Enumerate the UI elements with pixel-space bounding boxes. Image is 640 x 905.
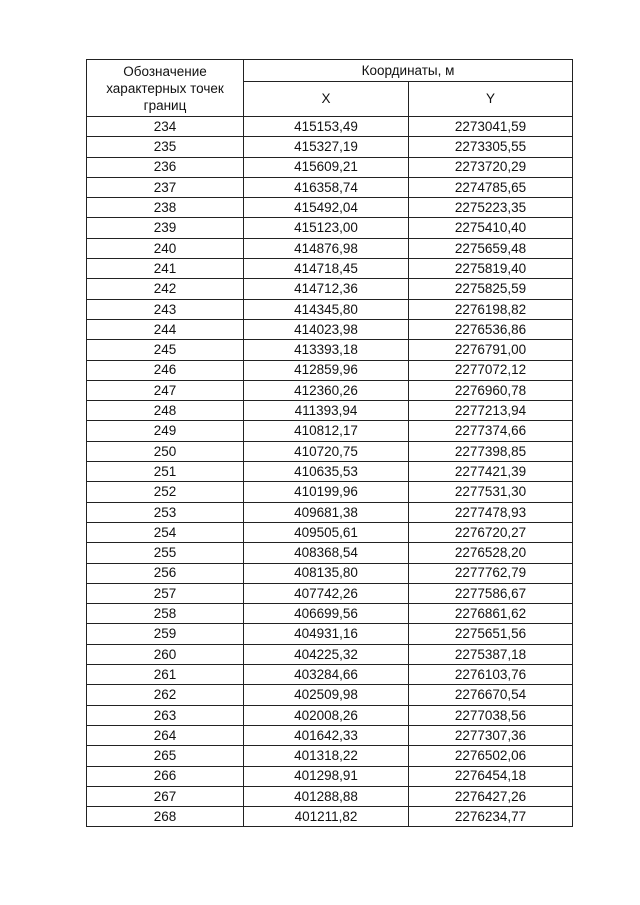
point-number-cell: 260 <box>87 644 244 664</box>
y-coordinate-cell: 2273305,55 <box>409 137 573 157</box>
table-row <box>87 421 573 441</box>
y-coordinate-cell: 2276103,76 <box>409 665 573 685</box>
y-coordinate-cell: 2276960,78 <box>409 380 573 400</box>
x-coordinate-cell: 402008,26 <box>244 705 409 725</box>
y-coordinate-cell: 2277072,12 <box>409 360 573 380</box>
y-coordinate-cell: 2275651,56 <box>409 624 573 644</box>
y-coordinate-cell: 2277421,39 <box>409 462 573 482</box>
x-coordinate-cell: 415327,19 <box>244 137 409 157</box>
y-coordinate-cell: 2276861,62 <box>409 604 573 624</box>
table-row <box>87 746 573 766</box>
table-row <box>87 380 573 400</box>
point-number-cell: 241 <box>87 259 244 279</box>
x-coordinate-cell: 401642,33 <box>244 725 409 745</box>
y-coordinate-cell: 2276234,77 <box>409 807 573 827</box>
x-coordinate-cell: 401288,88 <box>244 786 409 806</box>
x-coordinate-cell: 412859,96 <box>244 360 409 380</box>
point-number-cell: 251 <box>87 462 244 482</box>
table-row <box>87 807 573 827</box>
point-number-cell: 236 <box>87 157 244 177</box>
y-coordinate-cell: 2275819,40 <box>409 259 573 279</box>
y-coordinate-cell: 2275410,40 <box>409 218 573 238</box>
point-number-cell: 268 <box>87 807 244 827</box>
point-number-cell: 262 <box>87 685 244 705</box>
y-coordinate-cell: 2276427,26 <box>409 786 573 806</box>
x-coordinate-cell: 403284,66 <box>244 665 409 685</box>
table-row <box>87 624 573 644</box>
y-coordinate-cell: 2277586,67 <box>409 583 573 603</box>
header-coordinates: Координаты, м <box>244 60 573 82</box>
y-coordinate-cell: 2277531,30 <box>409 482 573 502</box>
y-coordinate-cell: 2276502,06 <box>409 746 573 766</box>
x-coordinate-cell: 402509,98 <box>244 685 409 705</box>
y-coordinate-cell: 2273720,29 <box>409 157 573 177</box>
y-coordinate-cell: 2276536,86 <box>409 319 573 339</box>
point-number-cell: 235 <box>87 137 244 157</box>
y-coordinate-cell: 2277762,79 <box>409 563 573 583</box>
table-row <box>87 786 573 806</box>
y-coordinate-cell: 2277307,36 <box>409 725 573 745</box>
x-coordinate-cell: 408368,54 <box>244 543 409 563</box>
x-coordinate-cell: 410812,17 <box>244 421 409 441</box>
y-coordinate-cell: 2275659,48 <box>409 238 573 258</box>
table-row <box>87 502 573 522</box>
point-number-cell: 246 <box>87 360 244 380</box>
point-number-cell: 253 <box>87 502 244 522</box>
point-number-cell: 250 <box>87 441 244 461</box>
y-coordinate-cell: 2277374,66 <box>409 421 573 441</box>
point-number-cell: 239 <box>87 218 244 238</box>
table-row <box>87 279 573 299</box>
x-coordinate-cell: 407742,26 <box>244 583 409 603</box>
table-row <box>87 705 573 725</box>
x-coordinate-cell: 409681,38 <box>244 502 409 522</box>
table-row <box>87 725 573 745</box>
x-coordinate-cell: 415492,04 <box>244 198 409 218</box>
point-number-cell: 249 <box>87 421 244 441</box>
table-body <box>87 117 573 827</box>
point-number-cell: 243 <box>87 299 244 319</box>
point-number-cell: 248 <box>87 401 244 421</box>
point-number-cell: 265 <box>87 746 244 766</box>
point-number-cell: 261 <box>87 665 244 685</box>
point-number-cell: 254 <box>87 522 244 542</box>
point-number-cell: 240 <box>87 238 244 258</box>
table-row <box>87 441 573 461</box>
table-row <box>87 401 573 421</box>
table-row <box>87 665 573 685</box>
table-row <box>87 157 573 177</box>
x-coordinate-cell: 401211,82 <box>244 807 409 827</box>
y-coordinate-cell: 2276720,27 <box>409 522 573 542</box>
header-y: Y <box>409 82 573 117</box>
point-number-cell: 266 <box>87 766 244 786</box>
table-row <box>87 137 573 157</box>
x-coordinate-cell: 411393,94 <box>244 401 409 421</box>
x-coordinate-cell: 409505,61 <box>244 522 409 542</box>
x-coordinate-cell: 414023,98 <box>244 319 409 339</box>
y-coordinate-cell: 2276198,82 <box>409 299 573 319</box>
point-number-cell: 258 <box>87 604 244 624</box>
y-coordinate-cell: 2277478,93 <box>409 502 573 522</box>
table-row <box>87 198 573 218</box>
table-row <box>87 360 573 380</box>
y-coordinate-cell: 2275223,35 <box>409 198 573 218</box>
point-number-cell: 259 <box>87 624 244 644</box>
table-row <box>87 177 573 197</box>
point-number-cell: 244 <box>87 319 244 339</box>
table-row <box>87 685 573 705</box>
point-number-cell: 257 <box>87 583 244 603</box>
y-coordinate-cell: 2275387,18 <box>409 644 573 664</box>
point-number-cell: 264 <box>87 725 244 745</box>
x-coordinate-cell: 412360,26 <box>244 380 409 400</box>
x-coordinate-cell: 401318,22 <box>244 746 409 766</box>
y-coordinate-cell: 2277213,94 <box>409 401 573 421</box>
table-row <box>87 563 573 583</box>
y-coordinate-cell: 2274785,65 <box>409 177 573 197</box>
table-row <box>87 117 573 137</box>
x-coordinate-cell: 414876,98 <box>244 238 409 258</box>
x-coordinate-cell: 406699,56 <box>244 604 409 624</box>
table-row <box>87 259 573 279</box>
y-coordinate-cell: 2277398,85 <box>409 441 573 461</box>
x-coordinate-cell: 415609,21 <box>244 157 409 177</box>
x-coordinate-cell: 415123,00 <box>244 218 409 238</box>
point-number-cell: 255 <box>87 543 244 563</box>
point-number-cell: 238 <box>87 198 244 218</box>
table-row <box>87 644 573 664</box>
table-row <box>87 583 573 603</box>
table-row <box>87 299 573 319</box>
x-coordinate-cell: 404225,32 <box>244 644 409 664</box>
table-row <box>87 238 573 258</box>
point-number-cell: 247 <box>87 380 244 400</box>
point-number-cell: 242 <box>87 279 244 299</box>
point-number-cell: 245 <box>87 340 244 360</box>
table-header <box>87 60 573 117</box>
x-coordinate-cell: 414718,45 <box>244 259 409 279</box>
x-coordinate-cell: 408135,80 <box>244 563 409 583</box>
point-number-cell: 263 <box>87 705 244 725</box>
x-coordinate-cell: 404931,16 <box>244 624 409 644</box>
table-row <box>87 522 573 542</box>
x-coordinate-cell: 410199,96 <box>244 482 409 502</box>
x-coordinate-cell: 416358,74 <box>244 177 409 197</box>
table-row <box>87 462 573 482</box>
header-x: X <box>244 82 409 117</box>
x-coordinate-cell: 414345,80 <box>244 299 409 319</box>
x-coordinate-cell: 410720,75 <box>244 441 409 461</box>
table-row <box>87 543 573 563</box>
table-row <box>87 340 573 360</box>
y-coordinate-cell: 2277038,56 <box>409 705 573 725</box>
x-coordinate-cell: 410635,53 <box>244 462 409 482</box>
table-row <box>87 604 573 624</box>
y-coordinate-cell: 2276670,54 <box>409 685 573 705</box>
point-number-cell: 237 <box>87 177 244 197</box>
table-row <box>87 766 573 786</box>
y-coordinate-cell: 2273041,59 <box>409 117 573 137</box>
y-coordinate-cell: 2276528,20 <box>409 543 573 563</box>
header-row-top <box>87 60 573 82</box>
y-coordinate-cell: 2276454,18 <box>409 766 573 786</box>
point-number-cell: 267 <box>87 786 244 806</box>
table-row <box>87 319 573 339</box>
y-coordinate-cell: 2275825,59 <box>409 279 573 299</box>
table-row <box>87 482 573 502</box>
x-coordinate-cell: 401298,91 <box>244 766 409 786</box>
point-number-cell: 252 <box>87 482 244 502</box>
header-point-designation: Обозначение характерных точек границ <box>87 60 244 117</box>
y-coordinate-cell: 2276791,00 <box>409 340 573 360</box>
table-row <box>87 218 573 238</box>
x-coordinate-cell: 414712,36 <box>244 279 409 299</box>
point-number-cell: 256 <box>87 563 244 583</box>
point-number-cell: 234 <box>87 117 244 137</box>
coordinates-table <box>86 59 573 827</box>
x-coordinate-cell: 413393,18 <box>244 340 409 360</box>
x-coordinate-cell: 415153,49 <box>244 117 409 137</box>
